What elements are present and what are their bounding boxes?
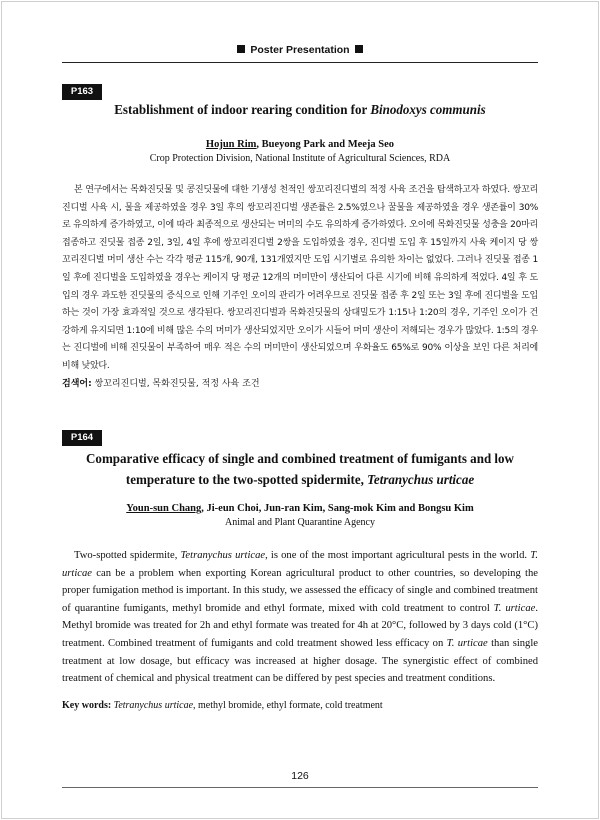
keywords-label: 검색어: — [62, 379, 92, 389]
section-header — [0, 44, 600, 56]
presenting-author: Hojun Rim — [205, 139, 257, 150]
square-bullet-icon — [237, 45, 245, 53]
page-border — [1, 1, 599, 819]
paper-title-text: Establishment of indoor rearing condition for — [114, 103, 371, 118]
paper-abstract: Two-spotted spidermite, Tetranychus urticae, is one of the most important agricultural pests in the world. T. urticae can be a problem when exporting Korean agricultural product to other countries, so developing the proper fumigation method is important. In this study, we assessed the efficacy of single and combined treatment of quarantine fumigants, methyl bromide and ethyl formate, mixed with cold treatment to control T. urticae. Methyl bromide was treated for 2h and ethyl formate was treated for 4h at 20°C, followed by 3 days cold (1°C) treatment. Combined treatment of fumigants and cold treatment showed less efficacy on T. urticae than single treatment at low dosage, but efficacy was increased at higher dosage. The synergistic effect of combined treatment of chemical and physical treatment can be differed by pest species and treatment conditions. — [62, 550, 538, 685]
section-header-label: Poster Presentation — [250, 44, 350, 56]
presenting-author: Youn-sun Chang — [126, 503, 202, 514]
paper-keywords — [62, 376, 538, 389]
co-authors: , Bueyong Park and Meeja Seo — [256, 139, 395, 150]
footer-rule — [62, 787, 538, 788]
paper-title-species: Binodoxys communis — [370, 103, 486, 118]
keywords-list: 쌍꼬리진디벌, 목화진딧물, 적정 사육 조건 — [91, 379, 260, 389]
paper-keywords — [62, 700, 538, 711]
paper-title-line2: temperature to the two-spotted spidermite, — [125, 473, 368, 488]
poster-id-badge: P163 — [62, 84, 102, 100]
square-bullet-icon — [355, 45, 363, 53]
poster-id-badge: P164 — [62, 430, 102, 446]
paper-affiliation: Animal and Plant Quarantine Agency — [225, 517, 375, 528]
header-rule — [62, 62, 538, 63]
page-number: 126 — [291, 770, 309, 782]
keywords-species: Tetranychus urticae — [113, 700, 194, 711]
paper-title-species: Tetranychus urticae — [367, 473, 475, 488]
paper-affiliation: Crop Protection Division, National Institute of Agricultural Sciences, RDA — [149, 153, 451, 164]
paper-abstract: 본 연구에서는 목화진딧물 및 콩진딧물에 대한 기생성 천적인 쌍꼬리진디벌의 적정 사육 조건을 탐색하고자 하였다. 쌍꼬리진디벌 사육 시, 물을 제공하였을 경우 3일 후의 쌍꼬리진디벌 생존률은 2.5%였으나 꿀물을 제공하였을 경우 생존률이 30%로 유의하게 증가하였고, 이에 따라 최종적으로 생산되는 머미의 수도 유의하게 증가하였다. 오이에 목화진딧물 성충을 20마리 접종하고 진딧물 접종 2일, 3일, 4일 후에 쌍꼬리진디벌 2쌍을 도입하였을 경우, 진디벌 도입 후 15일까지 사육 케이지 당 쌍꼬리진디벌 머미 생산 수는 각각 평균 115개, 90개, 131개였지만 도입 시기별로 유의한 차이는 없었다. 그러나 진딧물 접종 1일 후에 진디벌을 도입하였을 경우는 케이지 당 평균 12개의 머미만이 생산되어 다른 시기에 비해 유의하게 적었다. 4일 후 도입의 경우 과도한 진딧물의 증식으로 인해 기주인 오이의 관리가 어려우므로 진딧물 접종 후 2일 또는 3일 후에 진디벌을 도입하는 것이 가장 효과적일 것으로 생각된다. 쌍꼬리진디벌과 목화진딧물의 상대밀도가 1:15나 1:20의 경우, 기주인 오이가 건강하게 유지되면 1:10에 비해 많은 수의 머미가 생산되었지만 오이가 시들어 머미 생산이 저해되는 경우가 많았다. 1:5의 경우는 진디벌에 비해 진딧물이 부족하여 매우 적은 수의 머미만이 생산되었으며 우화율도 65%로 90% 이상을 보인 다른 처리에 비해 낮았다. — [62, 185, 538, 371]
paper-authors — [62, 503, 538, 514]
keywords-label: Key words: — [62, 700, 112, 711]
paper-title — [79, 103, 522, 119]
paper-title-line1: Comparative efficacy of single and combined treatment of fumigants and low — [86, 452, 514, 467]
paper-title — [79, 449, 522, 491]
paper-authors — [62, 139, 538, 150]
co-authors: , Ji-eun Choi, Jun-ran Kim, Sang-mok Kim and Bongsu Kim — [201, 503, 474, 514]
keywords-list: , methyl bromide, ethyl formate, cold treatment — [193, 700, 383, 711]
